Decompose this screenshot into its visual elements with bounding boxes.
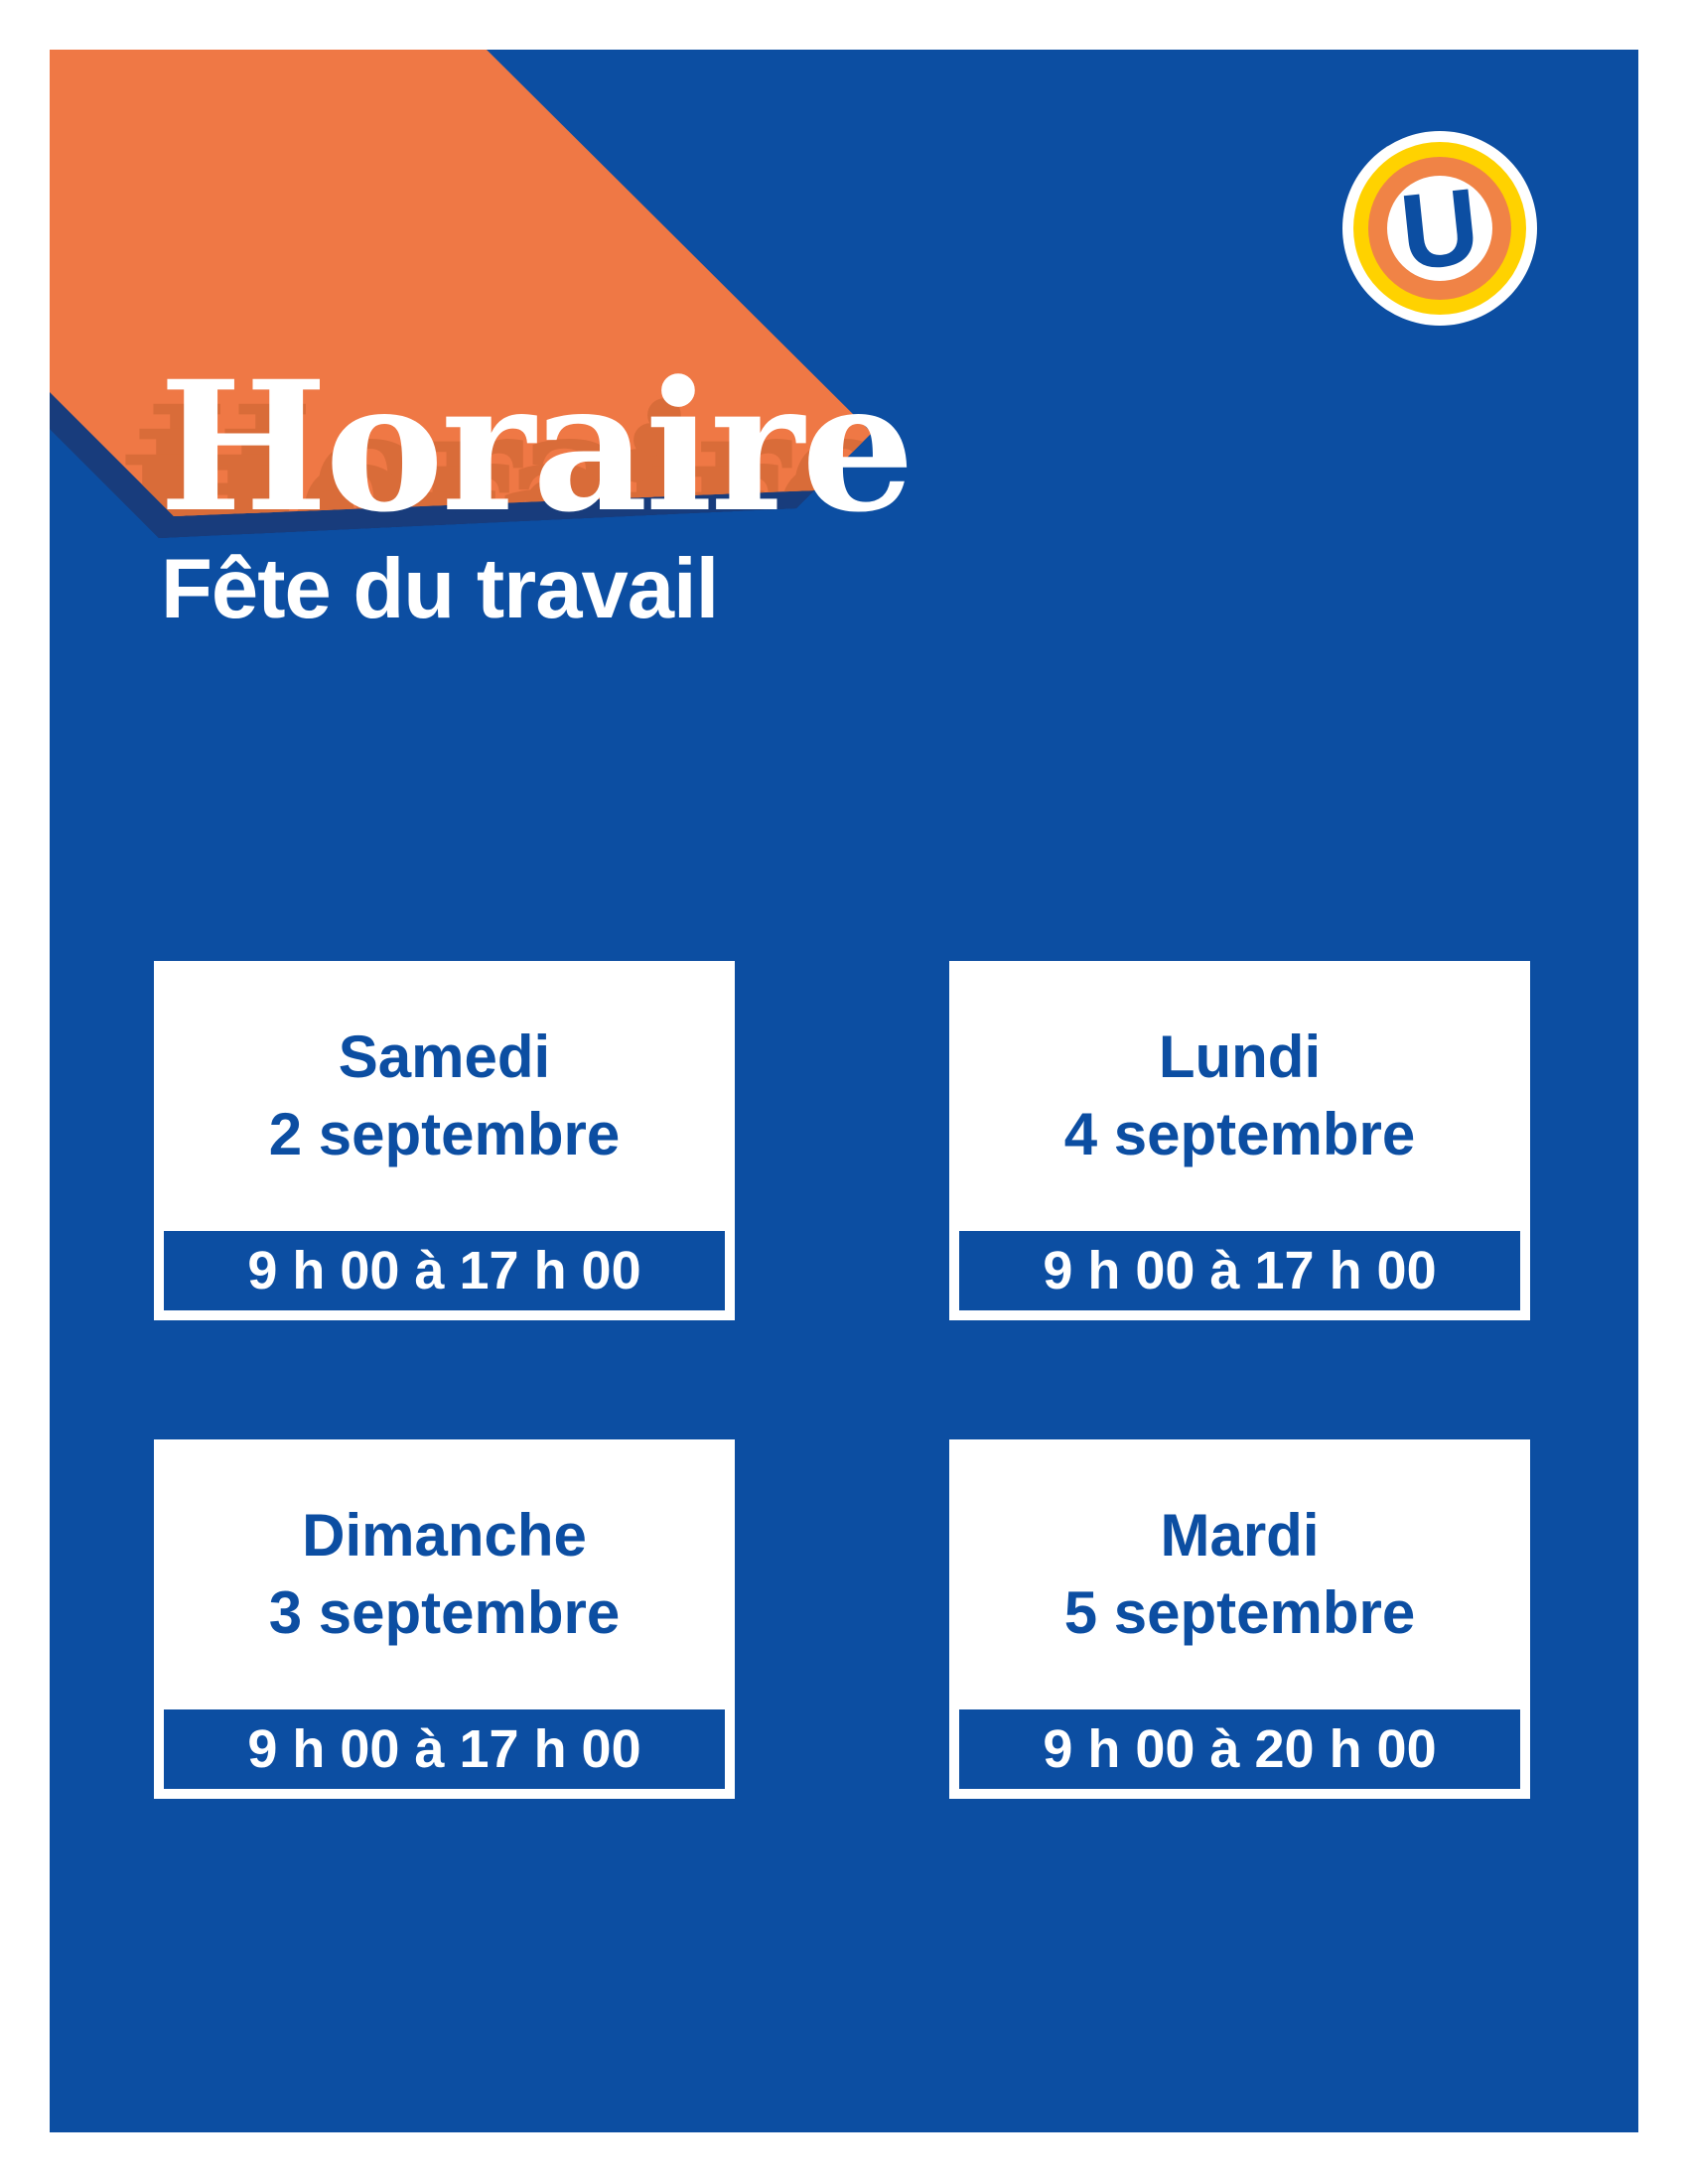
schedule-card-dimanche bbox=[154, 1439, 735, 1799]
card-date-label: 2 septembre bbox=[268, 1101, 621, 1167]
card-date-label: 5 septembre bbox=[1063, 1579, 1416, 1646]
logo-letter: U bbox=[1394, 165, 1485, 293]
card-day-label: Lundi bbox=[1158, 1024, 1322, 1090]
schedule-card-samedi bbox=[154, 961, 735, 1320]
card-day-block bbox=[949, 1439, 1530, 1709]
card-day-label: Mardi bbox=[1160, 1502, 1320, 1569]
card-day-label: Samedi bbox=[338, 1024, 551, 1090]
poster-subtitle: Fête du travail bbox=[161, 542, 719, 636]
card-hours-label: 9 h 00 à 20 h 00 bbox=[1043, 1719, 1437, 1779]
card-day-block bbox=[154, 1439, 735, 1709]
schedule-cards bbox=[50, 50, 1638, 2132]
card-day-label: Dimanche bbox=[302, 1502, 587, 1569]
card-hours-label: 9 h 00 à 17 h 00 bbox=[1043, 1241, 1437, 1300]
card-day-block bbox=[949, 961, 1530, 1231]
schedule-card-lundi bbox=[949, 961, 1530, 1320]
poster-canvas bbox=[50, 50, 1638, 2132]
card-hours-label: 9 h 00 à 17 h 00 bbox=[247, 1719, 641, 1779]
card-hours-band bbox=[959, 1709, 1520, 1789]
card-day-block bbox=[154, 961, 735, 1231]
card-hours-band bbox=[164, 1231, 725, 1310]
card-date-label: 4 septembre bbox=[1063, 1101, 1416, 1167]
card-date-label: 3 septembre bbox=[268, 1579, 621, 1646]
schedule-card-mardi bbox=[949, 1439, 1530, 1799]
card-hours-band bbox=[164, 1709, 725, 1789]
card-hours-label: 9 h 00 à 17 h 00 bbox=[247, 1241, 641, 1300]
card-hours-band bbox=[959, 1231, 1520, 1310]
